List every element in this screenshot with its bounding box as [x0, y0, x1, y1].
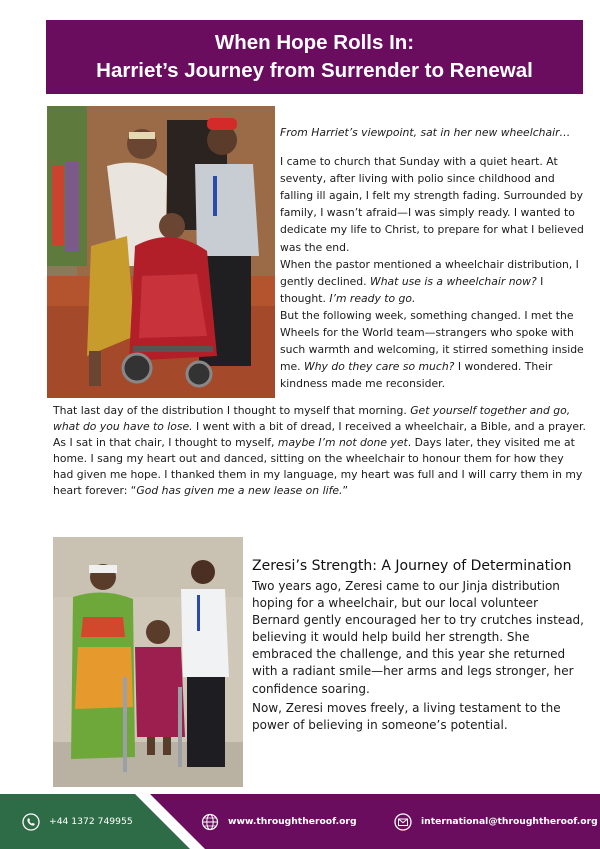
story1-p3-text-a: But the following week, something changed. I met the Wheels for the World team—strangers who spoke with such warmth and welcoming, it stirred something inside me.	[280, 308, 584, 374]
story1-intro: From Harriet’s viewpoint, sat in her new wheelchair…	[280, 126, 571, 139]
harriet-photo	[47, 106, 275, 398]
story1-paragraph-2	[280, 256, 585, 307]
story1-p4-text-b: I went with a bit of dread, I received a wheelchair, a Bible, and a prayer. As I sat in that chair, I thought to myself,	[53, 420, 586, 450]
footer-phone-text: +44 1372 749955	[49, 816, 133, 827]
footer-website[interactable]	[201, 794, 357, 849]
story1-p2-italic-1: What use is a wheelchair now?	[370, 274, 537, 288]
story1-paragraph-1: I came to church that Sunday with a quiet heart. At seventy, after living with polio since childhood and falling ill again, I felt my strength fading. Surrounded by family, I wasn’t afraid—I was simply ready. I wanted to dedicate my life to Christ, to prepare for what I believed was the end.	[280, 155, 584, 254]
page-title-line-2: Harriet’s Journey from Surrender to Renewal	[96, 59, 533, 82]
footer-phone[interactable]	[22, 794, 133, 849]
story1-p3-text-b: I wondered. Their kindness made me reconsider.	[280, 360, 553, 391]
phone-icon	[22, 813, 40, 831]
globe-icon	[201, 813, 219, 831]
footer	[0, 794, 600, 849]
page-title-line-1: When Hope Rolls In:	[214, 31, 415, 54]
story1-p4-text-d: ”	[342, 484, 349, 498]
story1-p3-italic: Why do they care so much?	[304, 360, 455, 374]
story1-p4-italic-1: Get yourself together and go, what do you have to lose.	[53, 404, 571, 434]
story1-p2-text-a: When the pastor mentioned a wheelchair distribution, I gently declined.	[280, 257, 579, 288]
email-icon	[394, 813, 412, 831]
zeresi-photo	[53, 537, 243, 787]
story2-body-1: Two years ago, Zeresi came to our Jinja distribution hoping for a wheelchair, but our local volunteer Bernard gently encouraged her to try crutches instead, believing it would help build her strength. She embraced the challenge, and this year she returned with a radiant smile—her arms and legs stronger, her confidence soaring.	[252, 579, 584, 696]
footer-email-text: international@throughtheroof.org	[421, 816, 598, 827]
story1-p2-text-b: I thought.	[280, 274, 544, 305]
story1-p2-italic-2: I’m ready to go.	[329, 291, 416, 305]
story2	[252, 557, 587, 734]
footer-website-text: www.throughtheroof.org	[228, 816, 357, 827]
story1-paragraph-4	[53, 403, 587, 500]
story1-p4-italic-3: God has given me a new lease on life.	[136, 484, 343, 498]
title-banner	[46, 20, 583, 94]
footer-email[interactable]	[394, 794, 598, 849]
story1-p4-italic-2: maybe I’m not done yet	[277, 436, 408, 450]
story1-right-column	[280, 124, 585, 392]
story1-p4-text-a: That last day of the distribution I thought to myself that morning.	[53, 404, 411, 417]
story2-heading: Zeresi’s Strength: A Journey of Determination	[252, 558, 572, 574]
story1-p4-text-c: . Days later, they visited me at home. I sang my heart out and danced, sitting on the wheelchair to honour them for how they had given me hope. I thanked them in my language, my heart was full and I will carry them in my heart forever: “	[53, 436, 583, 498]
story2-body-2: Now, Zeresi moves freely, a living testament to the power of believing in someone’s potential.	[252, 700, 561, 732]
story1-paragraph-3	[280, 307, 585, 392]
